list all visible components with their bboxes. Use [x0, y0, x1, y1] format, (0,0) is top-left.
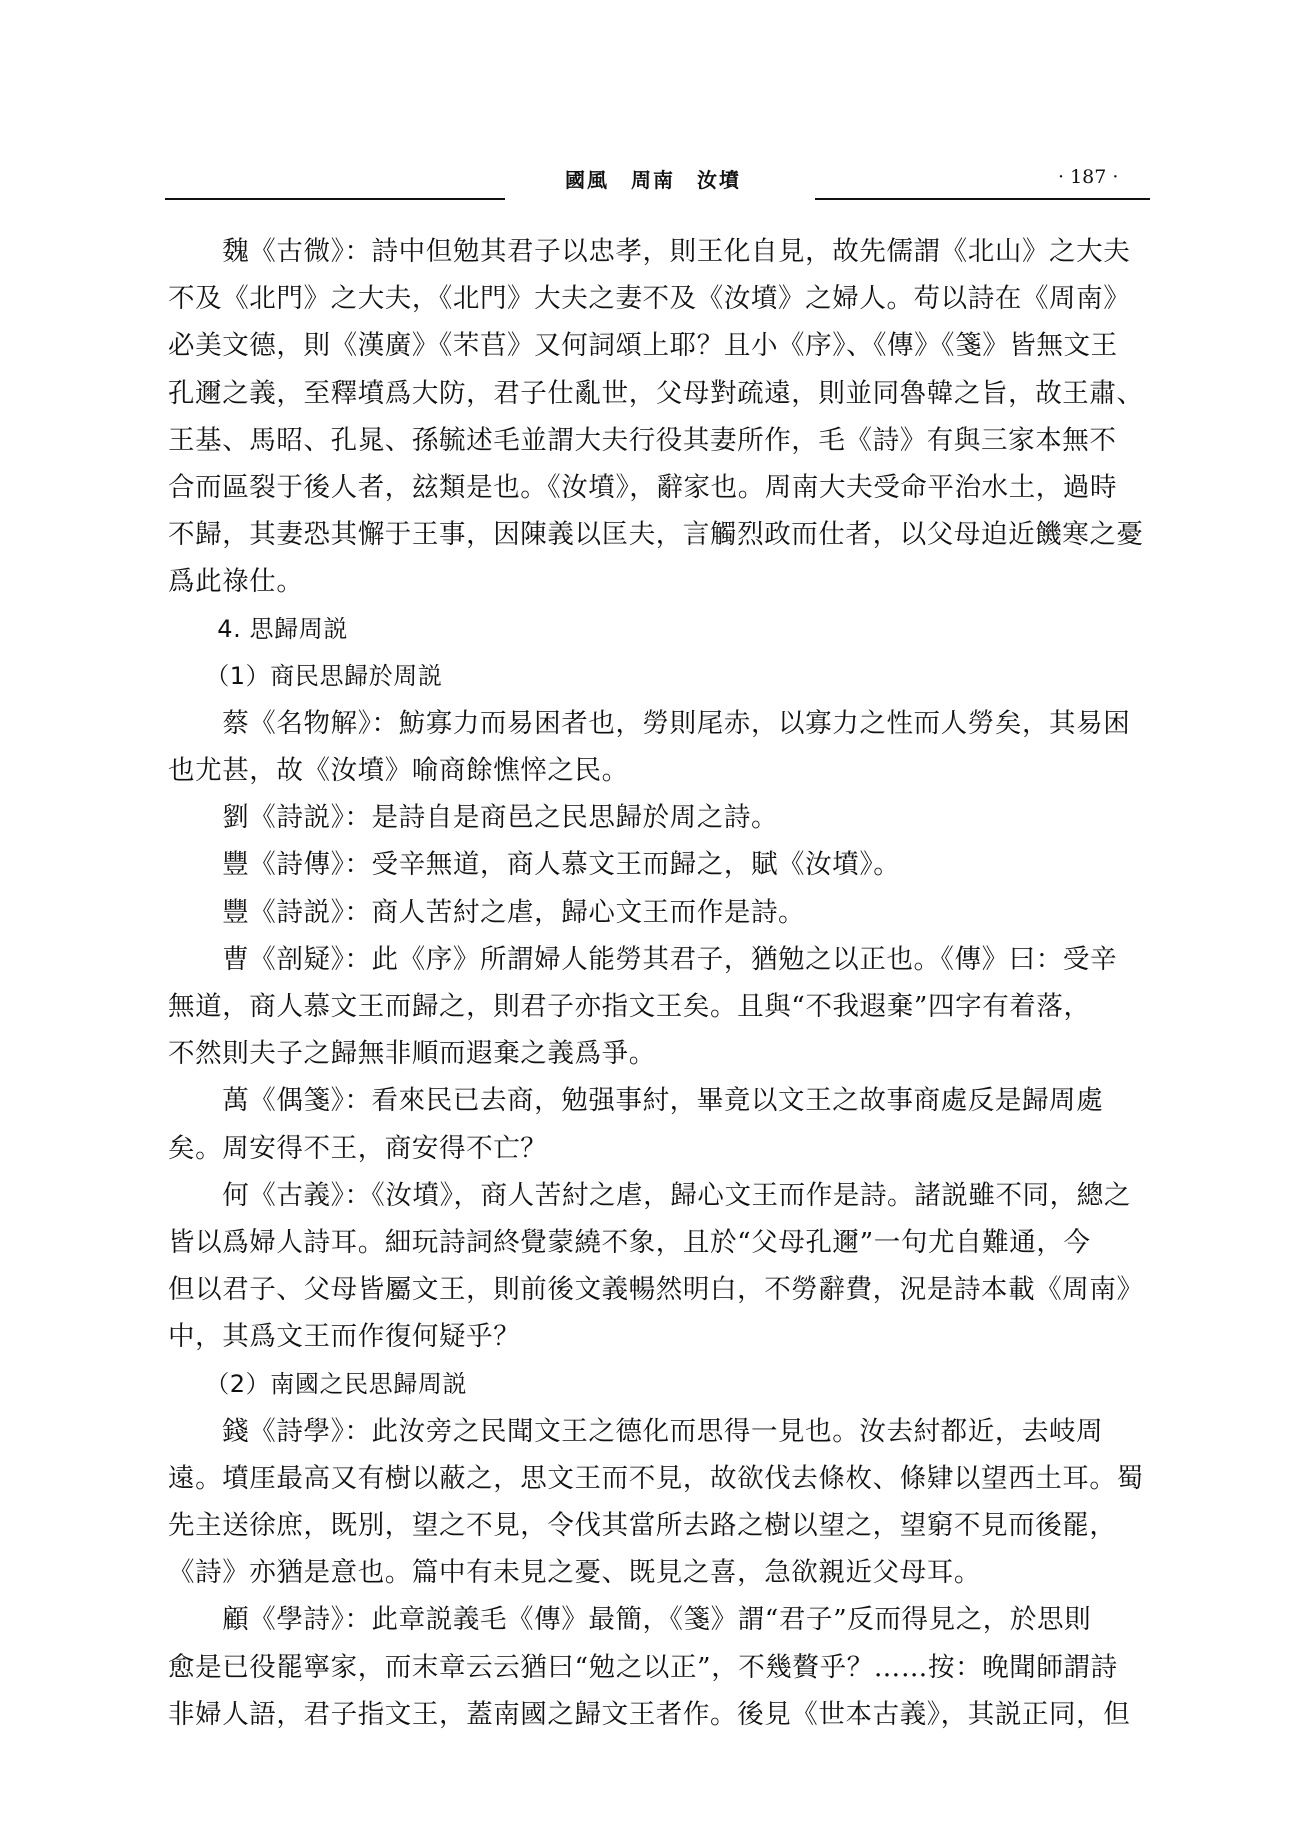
text-line: 不歸，其妻恐其懈于王事，因陳義以匡夫，言觸烈政而仕者，以父母迫近饑寒之憂	[168, 519, 1144, 551]
page-header	[165, 160, 1150, 200]
text-line: 孔邇之義，至釋墳爲大防，君子仕亂世，父母對疏遠，則並同魯韓之旨，故王肅、	[168, 377, 1144, 409]
text-line: 不及《北門》之大夫，《北門》大夫之妻不及《汝墳》之婦人。苟以詩在《周南》	[168, 283, 1131, 315]
text-line: 錢《詩學》：此汝旁之民聞文王之德化而思得一見也。汝去紂都近，去岐周	[168, 1415, 1104, 1447]
text-line: 何《古義》：《汝墳》，商人苦紂之虐，歸心文王而作是詩。諸説雖不同，總之	[168, 1179, 1131, 1211]
text-line: 但以君子、父母皆屬文王，則前後文義暢然明白，不勞辭費，況是詩本載《周南》	[168, 1274, 1144, 1306]
header-rule-left	[165, 198, 505, 200]
text-line: 《詩》亦猶是意也。篇中有未見之憂、既見之喜，急欲親近父母耳。	[168, 1557, 981, 1589]
text-line: 皆以爲婦人詩耳。細玩詩詞終覺蒙繞不象，且於“父母孔邇”一句尤自難通，今	[168, 1226, 1091, 1258]
text-line: 非婦人語，君子指文王，蓋南國之歸文王者作。後見《世本古義》，其説正同，但	[168, 1698, 1131, 1730]
text-line: 遠。墳厓最高又有樹以蔽之，思文王而不見，故欲伐去條枚、條肄以望西土耳。蜀	[168, 1462, 1144, 1494]
text-line: 顧《學詩》：此章説義毛《傳》最簡，《箋》謂“君子”反而得見之，於思則	[168, 1604, 1092, 1636]
page-number: · 187 ·	[1058, 166, 1119, 188]
header-rule-right	[815, 198, 1150, 200]
text-line: 先主送徐庶，既別，望之不見，令伐其當所去路之樹以望之，望窮不見而後罷，	[168, 1510, 1117, 1542]
text-line: 無道，商人慕文王而歸之，則君子亦指文王矣。且與“不我遐棄”四字有着落，	[168, 991, 1091, 1022]
section-heading: （1）商民思歸於周説	[168, 661, 443, 690]
text-line: 蔡《名物解》：魴寡力而易困者也，勞則尾赤，以寡力之性而人勞矣，其易困	[168, 707, 1131, 739]
text-line: 魏《古微》：詩中但勉其君子以忠孝，則王化自見，故先儒謂《北山》之大夫	[168, 236, 1131, 267]
text-line: 豐《詩傳》：受辛無道，商人慕文王而歸之，賦《汝墳》。	[168, 849, 901, 881]
text-line: 中，其爲文王而作復何疑乎？	[168, 1321, 521, 1353]
text-line: 合而區裂于後人者，玆類是也。《汝墳》，辭家也。周南大夫受命平治水土，過時	[168, 471, 1118, 503]
text-line: 也尤甚，故《汝墳》喻商餘憔悴之民。	[168, 755, 629, 787]
section-heading: （2）南國之民思歸周説	[168, 1369, 468, 1398]
text-line: 矣。周安得不王，商安得不亡？	[168, 1132, 548, 1164]
text-line: 爲此祿仕。	[168, 566, 304, 598]
text-line: 不然則夫子之歸無非順而遐棄之義爲爭。	[168, 1038, 656, 1070]
text-line: 曹《剖疑》：此《序》所謂婦人能勞其君子，猶勉之以正也。《傳》曰：受辛	[168, 943, 1118, 975]
text-line: 劉《詩説》：是詩自是商邑之民思歸於周之詩。	[168, 802, 779, 834]
body-text	[168, 228, 1150, 1738]
text-line: 愈是已役罷寧家，而末章云云猶曰“勉之以正”，不幾贅乎？……按：晚聞師謂詩	[168, 1651, 1118, 1683]
running-title: 國風 周南 汝墳	[565, 168, 741, 192]
text-line: 必美文德，則《漢廣》《芣苢》又何詞頌上耶？且小《序》、《傳》《箋》皆無文王	[168, 330, 1118, 362]
text-line: 豐《詩説》：商人苦紂之虐，歸心文王而作是詩。	[168, 896, 806, 928]
text-line: 萬《偶箋》：看來民已去商，勉强事紂，畢竟以文王之故事商處反是歸周處	[168, 1085, 1104, 1117]
section-heading: 4. 思歸周説	[168, 614, 348, 643]
text-line: 王基、馬昭、孔晁、孫毓述毛並謂大夫行役其妻所作，毛《詩》有與三家本無不	[168, 424, 1117, 456]
